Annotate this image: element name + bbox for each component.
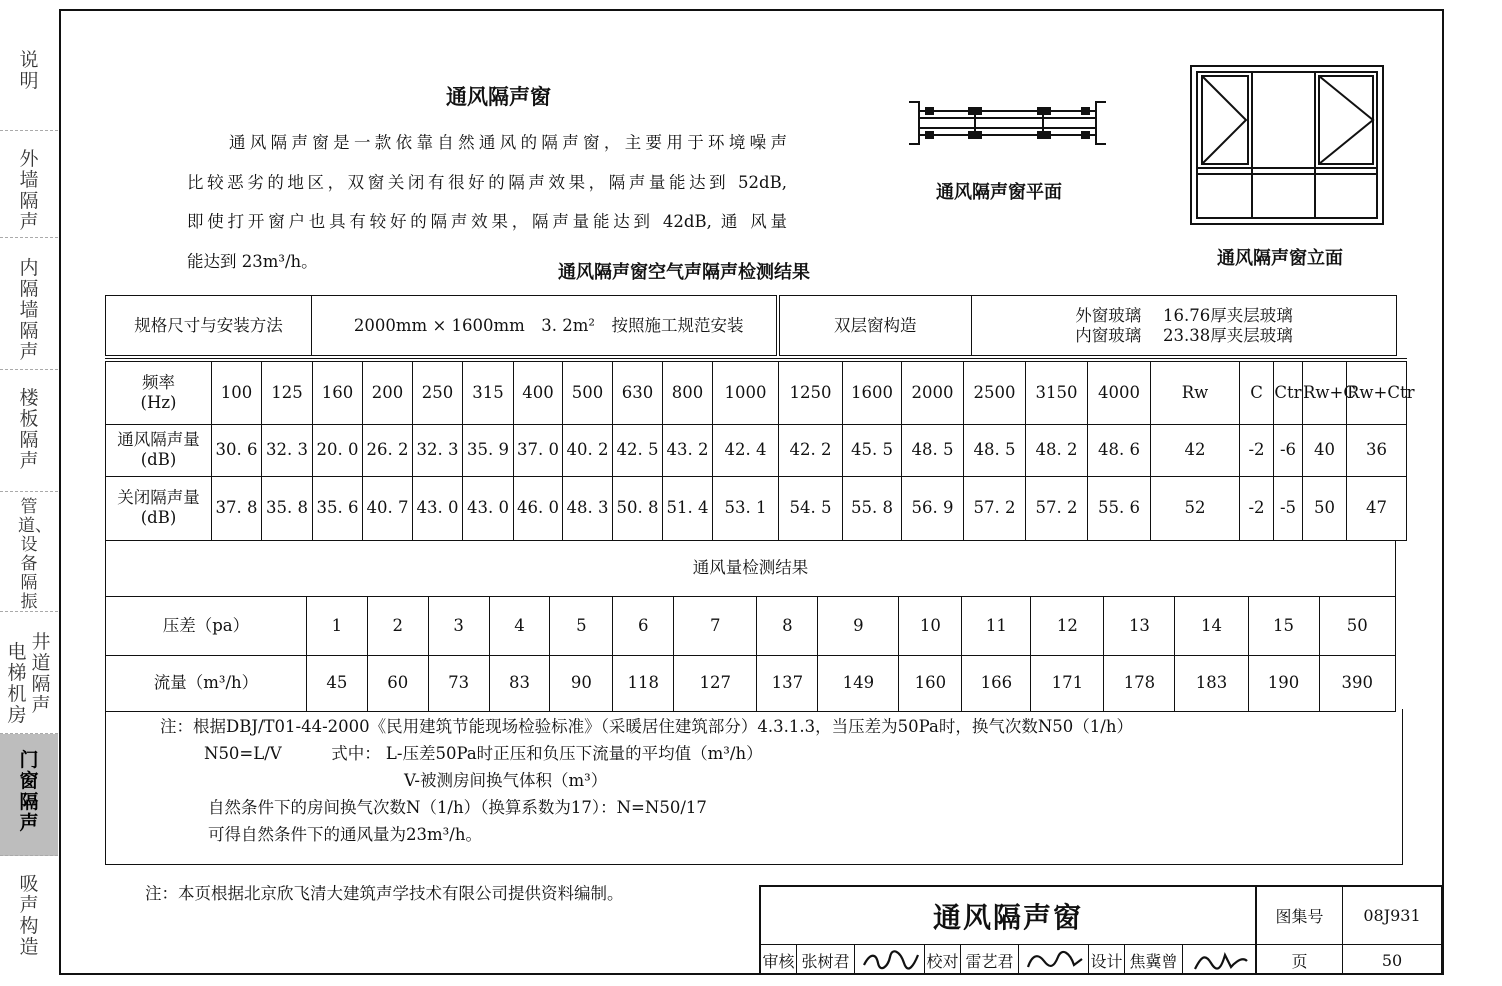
flow-cell: 83 <box>489 655 550 711</box>
pressure-cell: 1 <box>306 596 367 655</box>
pressure-cell: 2 <box>367 596 428 655</box>
frequency-table <box>105 358 1415 541</box>
row-label-text: 通风隔声量 <box>117 430 200 449</box>
ventilation-value-cell: -6 <box>1274 424 1303 476</box>
frequency-cell: 250 <box>413 360 463 424</box>
frequency-cell: 500 <box>563 360 613 424</box>
row-label-unit: (dB) <box>140 450 177 469</box>
plan-caption: 通风隔声窗平面 <box>936 182 1062 203</box>
side-tab-exterior-wall[interactable] <box>0 131 58 238</box>
ventilation-value-cell: 42. 2 <box>779 424 843 476</box>
side-tab-label: 门窗隔声 <box>19 749 39 834</box>
ventilation-value-cell: 48. 5 <box>902 424 964 476</box>
frequency-cell: 2000 <box>902 360 964 424</box>
frequency-cell: Rw <box>1151 360 1240 424</box>
side-tab-label: 井道隔声 <box>31 631 51 716</box>
pressure-cell: 7 <box>674 596 757 655</box>
review-label: 审核 <box>761 945 797 975</box>
closed-value-cell: 43. 0 <box>463 476 514 540</box>
note-line: N50=L/V 式中： L-压差50Pa时正压和负压下流量的平均值（m³/h） <box>204 744 763 763</box>
flow-cell: 171 <box>1031 655 1104 711</box>
frequency-cell: 100 <box>212 360 262 424</box>
reviewer-name: 张树君 <box>797 945 855 975</box>
intro-line: 能达到 23m³/h。 <box>187 251 318 271</box>
pressure-cell: 13 <box>1104 596 1175 655</box>
construction-type: 双层窗构造 <box>778 296 972 356</box>
frequency-cell: 125 <box>262 360 313 424</box>
frequency-cell: Rw+C <box>1303 360 1347 424</box>
closed-value-cell: 37. 8 <box>212 476 262 540</box>
closed-value-cell: -2 <box>1240 476 1274 540</box>
page-number: 50 <box>1381 950 1403 970</box>
closed-value-cell: 55. 6 <box>1088 476 1151 540</box>
closed-value-cell: 56. 9 <box>902 476 964 540</box>
flow-cell: 166 <box>962 655 1031 711</box>
pressure-cell: 6 <box>613 596 674 655</box>
frequency-cell: C <box>1240 360 1274 424</box>
glass-inner: 内窗玻璃 23.38厚夹层玻璃 <box>1075 325 1293 345</box>
ventilation-value-cell: 42. 5 <box>613 424 663 476</box>
page-title: 通风隔声窗 <box>446 85 551 109</box>
closed-value-cell: 53. 1 <box>713 476 779 540</box>
frequency-cell: 800 <box>663 360 713 424</box>
reviewer-signature <box>855 945 925 975</box>
frequency-cell: 315 <box>463 360 514 424</box>
side-tab-label: 外墙隔声 <box>19 148 39 233</box>
frequency-cell: 400 <box>514 360 563 424</box>
ventilation-value-cell: 20. 0 <box>313 424 363 476</box>
ventilation-value-cell: 48. 2 <box>1026 424 1088 476</box>
note-line: 可得自然条件下的通风量为23m³/h。 <box>208 825 482 844</box>
side-tab-floor-slab[interactable] <box>0 370 58 492</box>
closed-value-cell: 40. 7 <box>363 476 413 540</box>
row-label <box>106 360 212 424</box>
pressure-cell: 14 <box>1175 596 1248 655</box>
side-tab-label: 内隔墙隔声 <box>19 257 39 363</box>
side-tab-label: 管道、设备隔振 <box>18 497 52 612</box>
note-line: 注：根据DBJ/T01-44-2000《民用建筑节能现场检验标准》（采暖居住建筑部分）4.3.1.3，当压差为50Pa时，换气次数N50（1/h） <box>160 717 1133 736</box>
flow-cell: 127 <box>674 655 757 711</box>
flow-cell: 60 <box>367 655 428 711</box>
flow-cell: 190 <box>1248 655 1319 711</box>
closed-value-cell: -5 <box>1274 476 1303 540</box>
flow-cell: 160 <box>899 655 962 711</box>
row-label-text: 频率 <box>142 372 175 392</box>
ventilation-value-cell: 36 <box>1347 424 1407 476</box>
closed-value-cell: 52 <box>1151 476 1240 540</box>
side-tab-doors-windows[interactable] <box>0 734 58 856</box>
atlas-number: 08J931 <box>1343 887 1441 945</box>
closed-value-cell: 54. 5 <box>779 476 843 540</box>
flow-cell: 149 <box>818 655 899 711</box>
window-elevation-drawing <box>1189 64 1385 226</box>
frequency-cell: Rw+Ctr <box>1347 360 1407 424</box>
frequency-row <box>106 360 1407 424</box>
flow-cell: 90 <box>550 655 613 711</box>
closed-value-cell: 35. 6 <box>313 476 363 540</box>
checker-name: 雷艺君 <box>961 945 1019 975</box>
ventilation-value-cell: 43. 2 <box>663 424 713 476</box>
flow-cell: 390 <box>1319 655 1395 711</box>
side-tab-label: 吸声构造 <box>19 873 39 958</box>
row-label: 流量（m³/h） <box>106 655 307 711</box>
flow-cell: 73 <box>428 655 489 711</box>
closed-value-cell: 50. 8 <box>613 476 663 540</box>
window-plan-drawing <box>905 98 1110 148</box>
ventilation-insulation-row <box>106 424 1407 476</box>
closed-value-cell: 55. 8 <box>843 476 902 540</box>
closed-value-cell: 46. 0 <box>514 476 563 540</box>
side-tab-label: 楼板隔声 <box>19 387 39 472</box>
frequency-cell: 3150 <box>1026 360 1088 424</box>
table-title-sound-insulation: 通风隔声窗空气声隔声检测结果 <box>558 262 810 283</box>
closed-value-cell: 35. 8 <box>262 476 313 540</box>
design-label: 设计 <box>1089 945 1125 975</box>
spec-value: 2000mm × 1600mm 3. 2m² 按照施工规范安装 <box>312 296 778 356</box>
row-label <box>106 424 212 476</box>
ventilation-value-cell: 26. 2 <box>363 424 413 476</box>
side-tab-interior-wall[interactable] <box>0 238 58 370</box>
pressure-cell: 8 <box>757 596 818 655</box>
checker-signature <box>1019 945 1089 975</box>
flow-cell: 45 <box>306 655 367 711</box>
closed-value-cell: 50 <box>1303 476 1347 540</box>
pressure-cell: 4 <box>489 596 550 655</box>
side-tab-absorption[interactable] <box>0 856 58 986</box>
row-label-unit: (dB) <box>140 508 177 527</box>
ventilation-value-cell: 42 <box>1151 424 1240 476</box>
side-tab-elevator[interactable] <box>0 612 58 734</box>
side-tab-label: 说明 <box>19 49 39 92</box>
note-line: V-被测房间换气体积（m³） <box>404 771 608 790</box>
closed-value-cell: 48. 3 <box>563 476 613 540</box>
closed-value-cell: 47 <box>1347 476 1407 540</box>
closed-value-cell: 43. 0 <box>413 476 463 540</box>
ventilation-value-cell: 30. 6 <box>212 424 262 476</box>
page-label: 页 <box>1257 945 1343 975</box>
closed-value-cell: 51. 4 <box>663 476 713 540</box>
pressure-row <box>106 596 1396 655</box>
ventilation-value-cell: 37. 0 <box>514 424 563 476</box>
drawing-name: 通风隔声窗 <box>761 887 1257 945</box>
ventilation-value-cell: 40. 2 <box>563 424 613 476</box>
row-label <box>106 476 212 540</box>
flow-cell: 118 <box>613 655 674 711</box>
atlas-label: 图集号 <box>1257 887 1343 945</box>
intro-line: 通风隔声窗是一款依靠自然通风的隔声窗，主要用于环境噪声 <box>229 133 787 152</box>
source-note: 注：本页根据北京欣飞清大建筑声学技术有限公司提供资料编制。 <box>145 884 624 903</box>
frequency-cell: 1250 <box>779 360 843 424</box>
ventilation-value-cell: 45. 5 <box>843 424 902 476</box>
pressure-cell: 12 <box>1031 596 1104 655</box>
flow-cell: 137 <box>757 655 818 711</box>
frequency-cell: Ctr <box>1274 360 1303 424</box>
frequency-cell: 2500 <box>964 360 1026 424</box>
closed-insulation-row <box>106 476 1407 540</box>
row-label: 压差（pa） <box>106 596 307 655</box>
spec-label: 规格尺寸与安装方法 <box>106 296 312 356</box>
pressure-cell: 9 <box>818 596 899 655</box>
ventilation-value-cell: 48. 5 <box>964 424 1026 476</box>
ventilation-value-cell: 40 <box>1303 424 1347 476</box>
pressure-cell: 50 <box>1319 596 1395 655</box>
ventilation-value-cell: 48. 6 <box>1088 424 1151 476</box>
designer-name: 焦冀曾 <box>1125 945 1183 975</box>
title-block <box>759 885 1443 975</box>
frequency-cell: 200 <box>363 360 413 424</box>
side-tab-column <box>0 0 58 986</box>
airflow-title: 通风量检测结果 <box>106 540 1396 596</box>
elevation-caption: 通风隔声窗立面 <box>1217 248 1343 269</box>
closed-value-cell: 57. 2 <box>1026 476 1088 540</box>
pressure-cell: 11 <box>962 596 1031 655</box>
ventilation-value-cell: 32. 3 <box>413 424 463 476</box>
frequency-cell: 1600 <box>843 360 902 424</box>
frequency-cell: 4000 <box>1088 360 1151 424</box>
sound-insulation-table <box>105 295 1415 712</box>
check-label: 校对 <box>925 945 961 975</box>
frequency-cell: 1000 <box>713 360 779 424</box>
frequency-cell: 630 <box>613 360 663 424</box>
pressure-cell: 10 <box>899 596 962 655</box>
notes <box>160 713 1133 848</box>
closed-value-cell: 57. 2 <box>964 476 1026 540</box>
designer-signature <box>1183 945 1257 975</box>
ventilation-value-cell: 32. 3 <box>262 424 313 476</box>
pressure-cell: 5 <box>550 596 613 655</box>
row-label-unit: (Hz) <box>140 392 177 412</box>
glass-spec <box>972 296 1397 356</box>
intro-line: 即使打开窗户也具有较好的隔声效果，隔声量能达到 42dB, 通 风量 <box>187 212 787 231</box>
intro-line: 比较恶劣的地区，双窗关闭有很好的隔声效果，隔声量能达到 52dB, <box>187 172 787 192</box>
row-label-text: 关闭隔声量 <box>117 488 200 507</box>
glass-outer: 外窗玻璃 16.76厚夹层玻璃 <box>1075 305 1293 325</box>
flow-row <box>106 655 1396 711</box>
note-line: 自然条件下的房间换气次数N（1/h）（换算系数为17）：N=N50/17 <box>208 798 707 817</box>
spec-table <box>105 295 1397 356</box>
side-tab-label: 电梯机房 <box>7 641 27 726</box>
side-tab-pipes-equipment[interactable] <box>0 492 58 612</box>
pressure-cell: 15 <box>1248 596 1319 655</box>
flow-cell: 183 <box>1175 655 1248 711</box>
pressure-cell: 3 <box>428 596 489 655</box>
ventilation-value-cell: -2 <box>1240 424 1274 476</box>
flow-cell: 178 <box>1104 655 1175 711</box>
ventilation-value-cell: 42. 4 <box>713 424 779 476</box>
frequency-cell: 160 <box>313 360 363 424</box>
side-tab-description[interactable] <box>0 0 58 131</box>
airflow-table <box>105 540 1396 712</box>
ventilation-value-cell: 35. 9 <box>463 424 514 476</box>
